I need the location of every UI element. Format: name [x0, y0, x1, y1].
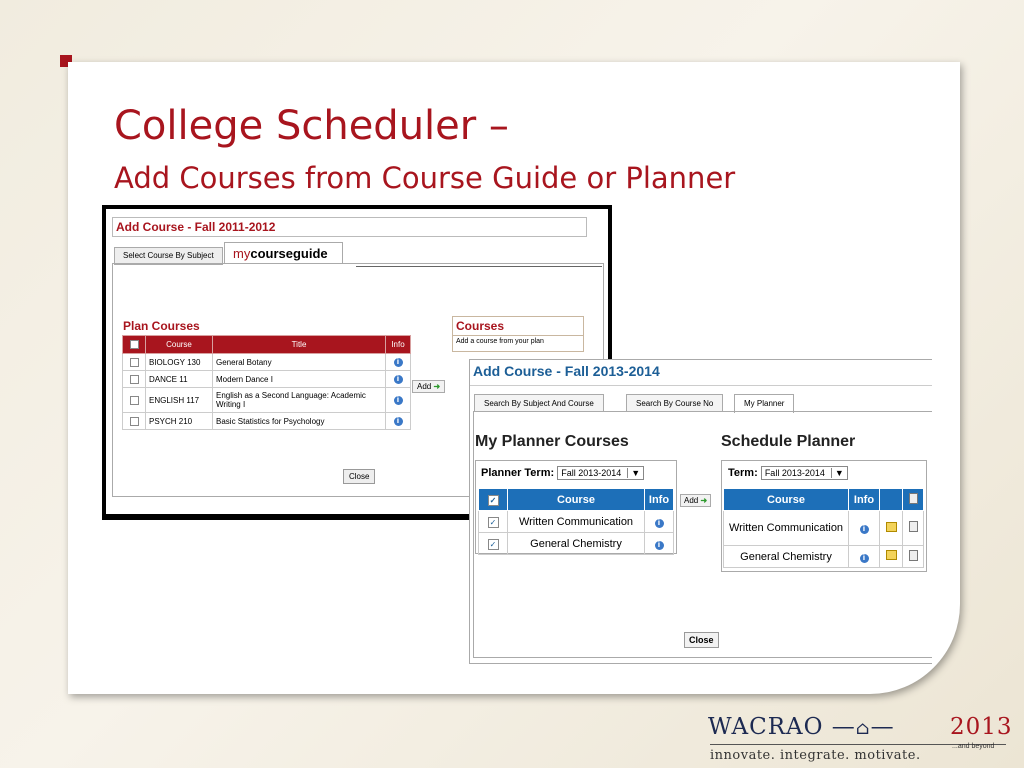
row-title: Modern Dance I	[213, 371, 386, 388]
col-delete	[903, 489, 924, 511]
table-row	[479, 511, 674, 533]
courses-heading: Courses	[453, 317, 583, 336]
row-checkbox[interactable]	[130, 375, 139, 384]
slide-title	[114, 102, 735, 196]
planner-term-value: Fall 2013-2014	[561, 468, 622, 478]
planner-courses-table	[478, 488, 674, 555]
col-info: Info	[386, 336, 411, 354]
col-lock	[880, 489, 903, 511]
tab-guide-my: my	[233, 246, 251, 261]
tab-select-by-subject[interactable]: Select Course By Subject	[114, 247, 223, 265]
logo-name-text: WACRAO	[708, 714, 824, 740]
row-course: General Chemistry	[508, 533, 645, 555]
lock-icon[interactable]	[886, 550, 897, 560]
planner-term-label: Planner Term:	[481, 466, 555, 479]
title-divider	[470, 385, 932, 386]
row-checkbox[interactable]: ✓	[488, 539, 499, 550]
row-course: Written Communication	[724, 511, 849, 546]
tab-my-planner[interactable]: My Planner	[734, 394, 794, 413]
table-row	[123, 354, 411, 371]
new-add-button[interactable]	[680, 494, 711, 507]
row-course: General Chemistry	[724, 546, 849, 568]
chevron-down-icon: ▼	[831, 468, 844, 478]
row-course: BIOLOGY 130	[146, 354, 213, 371]
col-course: Course	[508, 489, 645, 511]
new-dialog-screenshot	[469, 359, 932, 664]
info-icon[interactable]: i	[394, 375, 403, 384]
term-value: Fall 2013-2014	[764, 468, 825, 478]
col-title: Title	[213, 336, 386, 354]
old-add-button[interactable]	[412, 380, 445, 393]
trash-icon	[909, 493, 918, 504]
col-info: Info	[645, 489, 674, 511]
row-course: PSYCH 210	[146, 413, 213, 430]
wacrao-logo	[706, 702, 1012, 768]
term-select[interactable]	[761, 466, 848, 480]
tab-search-course-no[interactable]: Search By Course No	[626, 394, 723, 412]
old-add-label: Add	[417, 382, 432, 391]
table-row	[724, 546, 924, 568]
plan-courses-table	[122, 335, 411, 430]
table-row	[123, 413, 411, 430]
old-close-button[interactable]: Close	[343, 469, 375, 484]
new-add-label: Add	[684, 496, 699, 505]
row-checkbox[interactable]: ✓	[488, 517, 499, 528]
arrow-right-icon: ➜	[700, 496, 708, 505]
row-checkbox[interactable]	[130, 396, 139, 405]
arrow-right-icon: ➜	[433, 382, 441, 391]
tab-search-subject[interactable]: Search By Subject And Course	[474, 394, 604, 412]
title-line2: Add Courses from Course Guide or Planner	[114, 161, 736, 195]
logo-and-beyond: ...and beyond	[952, 743, 995, 750]
row-title: Basic Statistics for Psychology	[213, 413, 386, 430]
logo-name: WACRAO —⌂—	[708, 714, 895, 740]
title-line1: College Scheduler –	[114, 103, 509, 149]
col-info: Info	[849, 489, 880, 511]
courses-hint: Add a course from your plan	[456, 338, 544, 345]
table-row	[123, 371, 411, 388]
select-all-header[interactable]	[479, 489, 508, 511]
row-title: General Botany	[213, 354, 386, 371]
trash-icon[interactable]	[909, 550, 918, 561]
info-icon[interactable]: i	[394, 358, 403, 367]
logo-tagline: innovate. integrate. motivate.	[710, 748, 921, 763]
col-course: Course	[724, 489, 849, 511]
col-course: Course	[146, 336, 213, 354]
old-dialog-title: Add Course - Fall 2011-2012	[112, 217, 587, 237]
row-course: DANCE 11	[146, 371, 213, 388]
row-checkbox[interactable]	[130, 417, 139, 426]
info-icon[interactable]: i	[860, 525, 869, 534]
tab-guide-rest: courseguide	[250, 246, 328, 261]
term-label: Term:	[728, 466, 758, 479]
new-dialog-title: Add Course - Fall 2013-2014	[473, 363, 660, 379]
row-title: English as a Second Language: Academic Writing I	[213, 388, 386, 413]
info-icon[interactable]: i	[655, 519, 664, 528]
my-planner-heading: My Planner Courses	[475, 433, 629, 450]
logo-year: 2013	[950, 714, 1013, 740]
info-icon[interactable]: i	[655, 541, 664, 550]
planner-term-row	[481, 466, 644, 480]
schedule-planner-heading: Schedule Planner	[721, 433, 856, 450]
row-course: Written Communication	[508, 511, 645, 533]
planner-term-select[interactable]	[557, 466, 644, 480]
term-row	[728, 466, 848, 480]
lock-icon[interactable]	[886, 522, 897, 532]
select-all-checkbox[interactable]: ✓	[488, 495, 499, 506]
tab-mycourseguide[interactable]	[224, 242, 343, 264]
capitol-icon: ⌂	[855, 718, 871, 739]
table-row	[123, 388, 411, 413]
chevron-down-icon: ▼	[627, 468, 640, 478]
table-row	[479, 533, 674, 555]
trash-icon[interactable]	[909, 521, 918, 532]
table-row	[724, 511, 924, 546]
info-icon[interactable]: i	[394, 396, 403, 405]
select-all-checkbox[interactable]	[130, 340, 139, 349]
courses-panel	[452, 316, 584, 352]
tab-divider	[356, 266, 602, 267]
row-checkbox[interactable]	[130, 358, 139, 367]
new-close-button[interactable]: Close	[684, 632, 719, 648]
info-icon[interactable]: i	[394, 417, 403, 426]
schedule-planner-table	[723, 488, 924, 568]
select-all-header[interactable]	[123, 336, 146, 354]
plan-courses-heading: Plan Courses	[123, 319, 200, 333]
info-icon[interactable]: i	[860, 554, 869, 563]
row-course: ENGLISH 117	[146, 388, 213, 413]
